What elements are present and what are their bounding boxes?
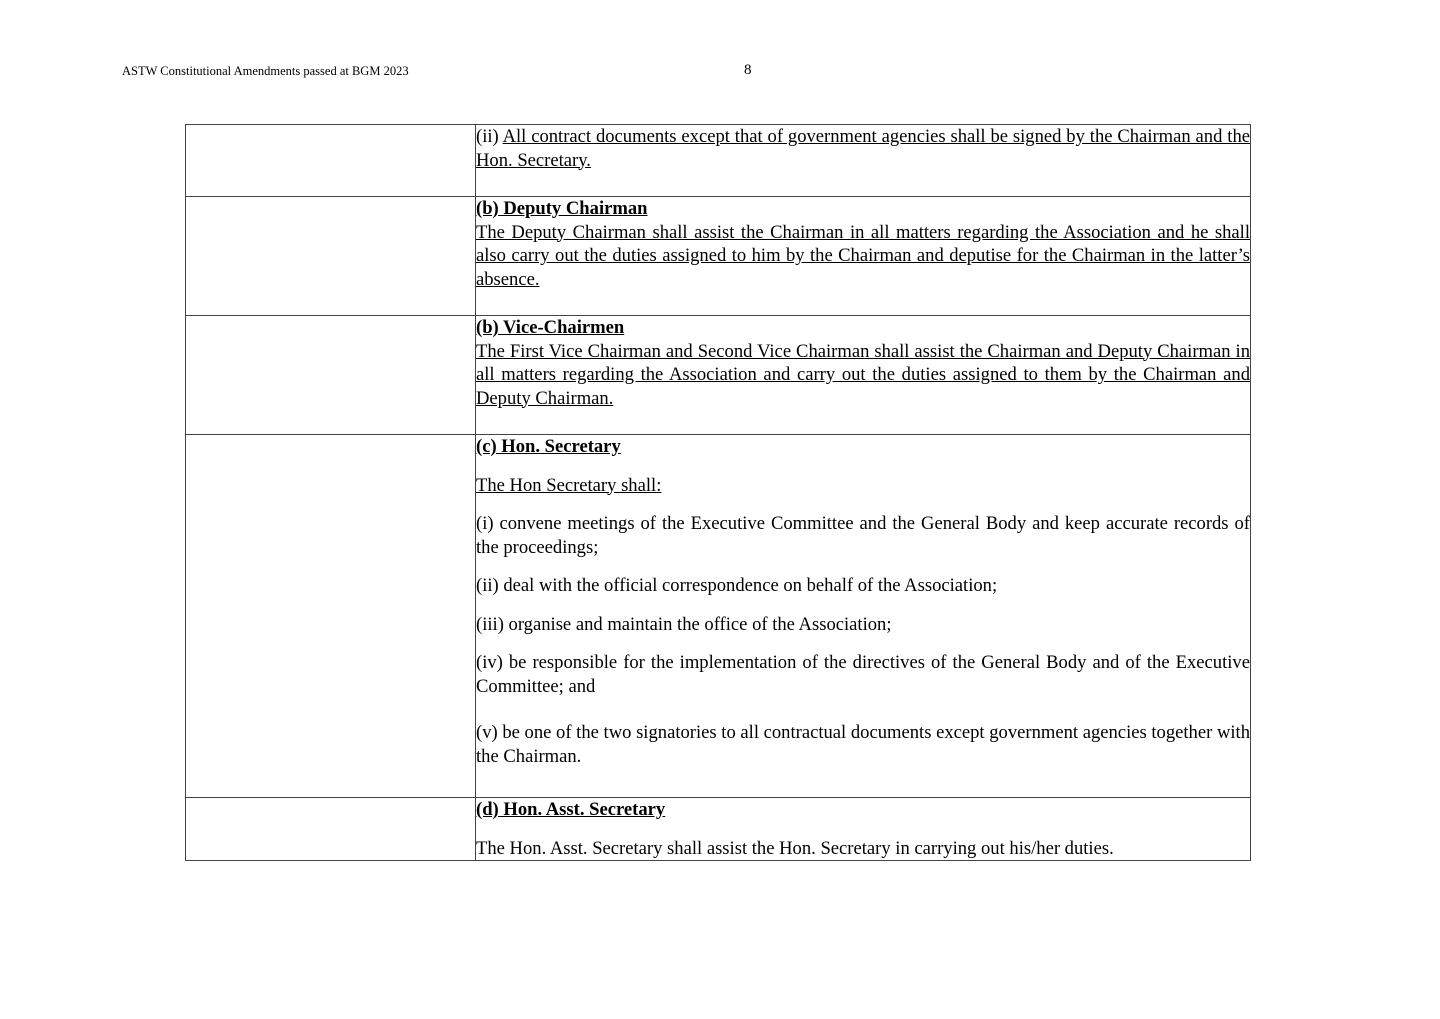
duty-item: (iv) be responsible for the implementation of the directives of the General Body and of the Executive Committee; and bbox=[476, 652, 1250, 697]
hon-secretary-intro: The Hon Secretary shall: bbox=[476, 474, 662, 496]
table-cell-left bbox=[186, 125, 476, 197]
vice-chairmen-heading: (b) Vice-Chairmen bbox=[476, 317, 625, 338]
deputy-chairman-heading: (b) Deputy Chairman bbox=[476, 198, 648, 219]
table-row bbox=[186, 125, 1251, 197]
table-cell-right bbox=[476, 798, 1251, 861]
table-cell-right bbox=[476, 435, 1251, 798]
table-row bbox=[186, 197, 1251, 316]
hon-secretary-heading: (c) Hon. Secretary bbox=[476, 436, 621, 457]
duty-item: (v) be one of the two signatories to all contractual documents except government agencies together with the Chairman. bbox=[476, 722, 1250, 767]
table-cell-left bbox=[186, 798, 476, 861]
hon-asst-secretary-text: The Hon. Asst. Secretary shall assist the Hon. Secretary in carrying out his/her duties. bbox=[476, 837, 1114, 859]
duty-item: (ii) deal with the official correspondence on behalf of the Association; bbox=[476, 575, 998, 596]
deputy-chairman-text: The Deputy Chairman shall assist the Chairman in all matters regarding the Association and he shall also carry out the duties assigned to him by the Chairman and deputise for the Chairman in the latter’s absence. bbox=[476, 221, 1250, 290]
table-cell-left bbox=[186, 316, 476, 435]
amendments-table bbox=[185, 124, 1251, 861]
page-number: 8 bbox=[744, 62, 752, 78]
document-header-title: ASTW Constitutional Amendments passed at BGM 2023 bbox=[122, 64, 409, 78]
vice-chairmen-text: The First Vice Chairman and Second Vice Chairman shall assist the Chairman and Deputy Chairman in all matters regarding the Association and carry out the duties assigned to them by the Chairman and Deputy Chairman. bbox=[476, 340, 1250, 409]
duty-item: (iii) organise and maintain the office of the Association; bbox=[476, 613, 892, 635]
table-cell-right bbox=[476, 125, 1251, 197]
duty-item: (i) convene meetings of the Executive Committee and the General Body and keep accurate records of the proceedings; bbox=[476, 513, 1250, 558]
table-row bbox=[186, 798, 1251, 861]
table-cell-left bbox=[186, 197, 476, 316]
table-cell-right bbox=[476, 197, 1251, 316]
table-cell-right bbox=[476, 316, 1251, 435]
table-row bbox=[186, 316, 1251, 435]
table-row bbox=[186, 435, 1251, 798]
clause-text: All contract documents except that of government agencies shall be signed by the Chairman and the Hon. Secretary. bbox=[476, 126, 1250, 171]
table-cell-left bbox=[186, 435, 476, 798]
clause-prefix: (ii) bbox=[476, 126, 503, 147]
contract-signing-clause bbox=[476, 125, 1250, 172]
hon-asst-secretary-heading: (d) Hon. Asst. Secretary bbox=[476, 799, 666, 820]
